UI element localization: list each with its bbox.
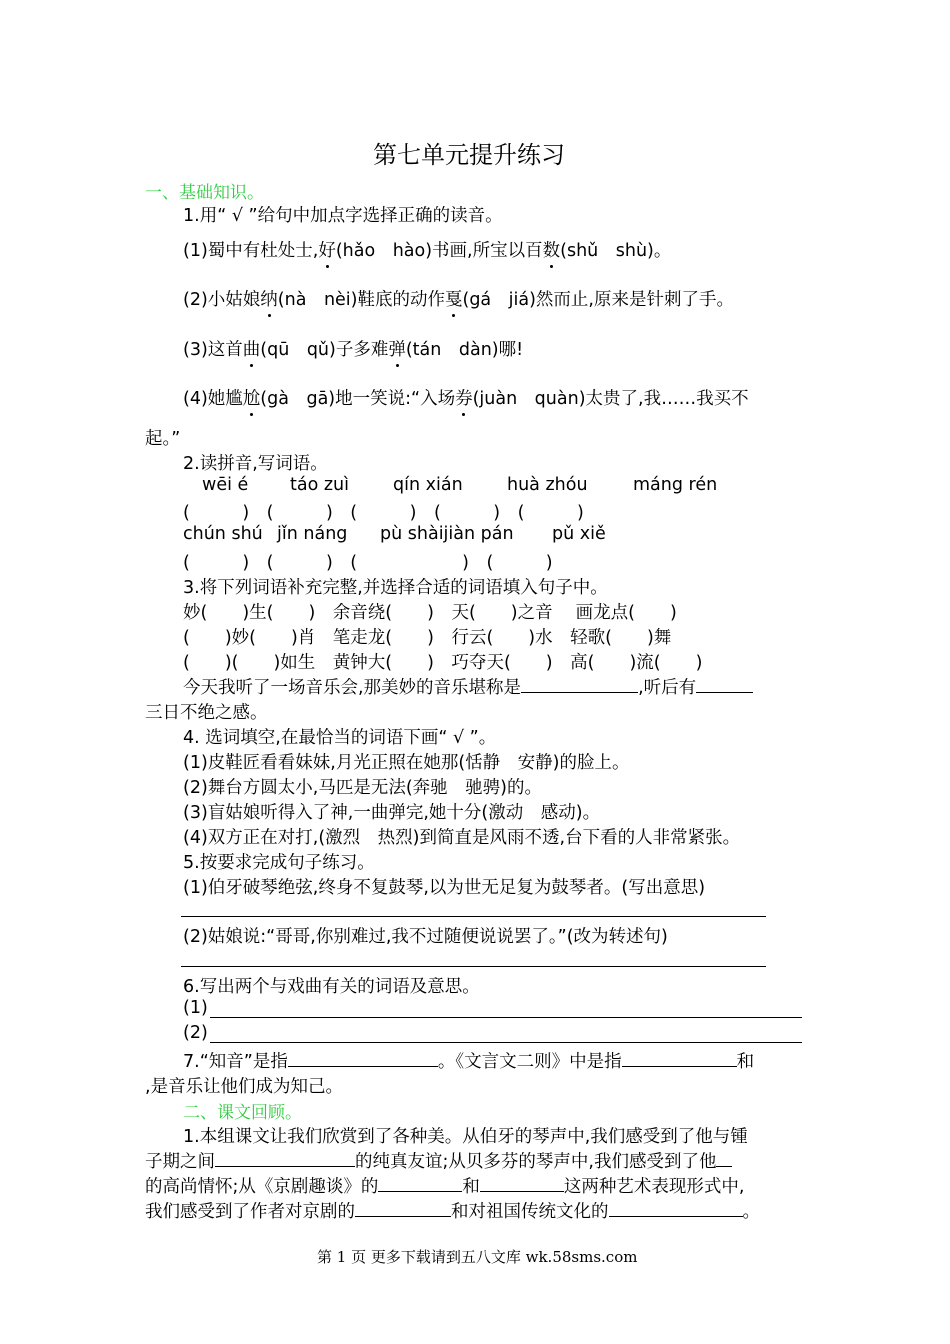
idiom-row-3: ( )( )如生 黄钟大( ) 巧夺天( ) 高( )流( )	[183, 653, 703, 673]
answer-brackets-row-1: ( ) ( ) ( ) ( ) ( )	[183, 503, 584, 523]
answer-blank[interactable]	[521, 676, 638, 693]
q1-prompt: 1.用“ √ ”给句中加点字选择正确的读音。	[183, 206, 503, 226]
q7-line	[183, 1048, 754, 1073]
text: 7.“知音”是指	[183, 1052, 288, 1072]
text: (2)小姑娘	[183, 290, 261, 310]
pinyin-2: táo zuì	[290, 475, 349, 495]
answer-line[interactable]	[181, 916, 766, 917]
q6-item-1: (1)	[183, 998, 208, 1018]
text: (juàn quàn)太贵了,我……我买不	[472, 389, 749, 409]
text: (tán dàn)哪!	[405, 340, 524, 360]
q4-item-4: (4)双方正在对打,(激烈 热烈)到简直是风雨不透,台下看的人非常紧张。	[183, 828, 741, 848]
text: (3)这首	[183, 340, 243, 360]
answer-blank[interactable]	[355, 1200, 451, 1217]
pinyin-1: wēi é	[202, 475, 249, 495]
text: (nà nèi)鞋底的动作	[277, 290, 445, 310]
section-heading-basics: 一、基础知识。	[145, 183, 264, 203]
pinyin-4: huà zhóu	[507, 475, 588, 495]
dotted-char: 弹	[388, 336, 406, 361]
q6-item-2: (2)	[183, 1023, 208, 1043]
answer-line[interactable]	[210, 1017, 802, 1018]
answer-blank[interactable]	[609, 1200, 743, 1217]
text: 。《文言文二则》中是指	[437, 1052, 622, 1072]
dotted-char: 纳	[260, 286, 278, 311]
text: ,听后有	[638, 678, 697, 698]
answer-brackets-row-2: ( ) ( ) ( ) ( )	[183, 553, 553, 573]
q6-prompt: 6.写出两个与戏曲有关的词语及意思。	[183, 977, 480, 997]
dotted-char: 戛	[445, 286, 463, 311]
q1-item-1	[183, 237, 671, 262]
text: 和	[736, 1052, 755, 1072]
q1-item-4	[183, 385, 749, 410]
text: (1)蜀中有杜处士,	[183, 241, 319, 261]
text: (gá jiá)然而止,原来是针刺了手。	[462, 290, 734, 310]
text: 子期之间	[145, 1152, 215, 1172]
answer-blank[interactable]	[696, 676, 753, 693]
pinyin-3: qín xián	[393, 475, 463, 495]
page-footer: 第 1 页 更多下载请到五八文库 wk.58sms.com	[317, 1248, 638, 1266]
q3-sentence	[183, 674, 753, 699]
text: 和对祖国传统文化的	[451, 1202, 609, 1222]
q1-item-4-cont: 起。”	[145, 429, 181, 449]
answer-line[interactable]	[181, 966, 766, 967]
review-line-1: 1.本组课文让我们欣赏到了各种美。从伯牙的琴声中,我们感受到了他与锺	[183, 1127, 748, 1147]
q4-item-2: (2)舞台方圆太小,马匹是无法(奔驰 驰骋)的。	[183, 778, 543, 798]
text: (shǔ shù)。	[560, 241, 672, 261]
q5-item-1: (1)伯牙破琴绝弦,终身不复鼓琴,以为世无足复为鼓琴者。(写出意思)	[183, 878, 706, 898]
dotted-char: 数	[543, 237, 561, 262]
answer-blank[interactable]	[378, 1175, 462, 1192]
q1-item-3	[183, 336, 523, 361]
text: 的纯真友谊;从贝多芬的琴声中,我们感受到了他	[355, 1152, 717, 1172]
q5-prompt: 5.按要求完成句子练习。	[183, 853, 375, 873]
text: 今天我听了一场音乐会,那美妙的音乐堪称是	[183, 678, 522, 698]
dotted-char: 好	[318, 237, 336, 262]
q4-item-3: (3)盲姑娘听得入了神,一曲弹完,她十分(激动 感动)。	[183, 803, 601, 823]
pinyin-9: pǔ xiě	[552, 524, 606, 544]
answer-blank[interactable]	[622, 1050, 737, 1067]
q7-line-cont: ,是音乐让他们成为知己。	[145, 1077, 344, 1097]
answer-blank[interactable]	[716, 1150, 732, 1167]
text: 和	[462, 1177, 480, 1197]
q3-sentence-cont: 三日不绝之感。	[145, 703, 268, 723]
text: 。	[742, 1202, 760, 1222]
idiom-row-1: 妙( )生( ) 余音绕( ) 天( )之音 画龙点( )	[183, 603, 677, 623]
text: 的高尚情怀;从《京剧趣谈》的	[145, 1177, 379, 1197]
answer-line[interactable]	[210, 1042, 802, 1043]
pinyin-6: chún shú	[183, 524, 263, 544]
pinyin-7: jǐn náng	[277, 524, 348, 544]
dotted-char: 券	[455, 385, 473, 410]
section-heading-review: 二、课文回顾。	[183, 1103, 302, 1123]
idiom-row-2: ( )妙( )肖 笔走龙( ) 行云( )水 轻歌( )舞	[183, 628, 672, 648]
text: (qū qǔ)子多难	[260, 340, 389, 360]
text: (4)她尴	[183, 389, 243, 409]
page-title: 第七单元提升练习	[373, 141, 565, 169]
q5-item-2: (2)姑娘说:“哥哥,你别难过,我不过随便说说罢了。”(改为转述句)	[183, 927, 668, 947]
q4-prompt: 4. 选词填空,在最恰当的词语下画“ √ ”。	[183, 728, 497, 748]
review-line-4	[145, 1198, 760, 1223]
review-line-2	[145, 1148, 732, 1173]
text: 我们感受到了作者对京剧的	[145, 1202, 355, 1222]
dotted-char: 曲	[243, 336, 261, 361]
answer-blank[interactable]	[480, 1175, 564, 1192]
review-line-3	[145, 1173, 744, 1198]
dotted-char: 尬	[243, 385, 261, 410]
q3-prompt: 3.将下列词语补充完整,并选择合适的词语填入句子中。	[183, 578, 608, 598]
q4-item-1: (1)皮鞋匠看看妹妹,月光正照在她那(恬静 安静)的脸上。	[183, 753, 630, 773]
text: (gà gā)地一笑说:“入场	[260, 389, 456, 409]
pinyin-5: máng rén	[633, 475, 718, 495]
q2-prompt: 2.读拼音,写词语。	[183, 454, 328, 474]
q1-item-2	[183, 286, 734, 311]
answer-blank[interactable]	[288, 1050, 438, 1067]
answer-blank[interactable]	[215, 1150, 355, 1167]
text: 这两种艺术表现形式中,	[563, 1177, 745, 1197]
text: (hǎo hào)书画,所宝以百	[335, 241, 543, 261]
pinyin-8: pù shàijiàn pán	[380, 524, 514, 544]
